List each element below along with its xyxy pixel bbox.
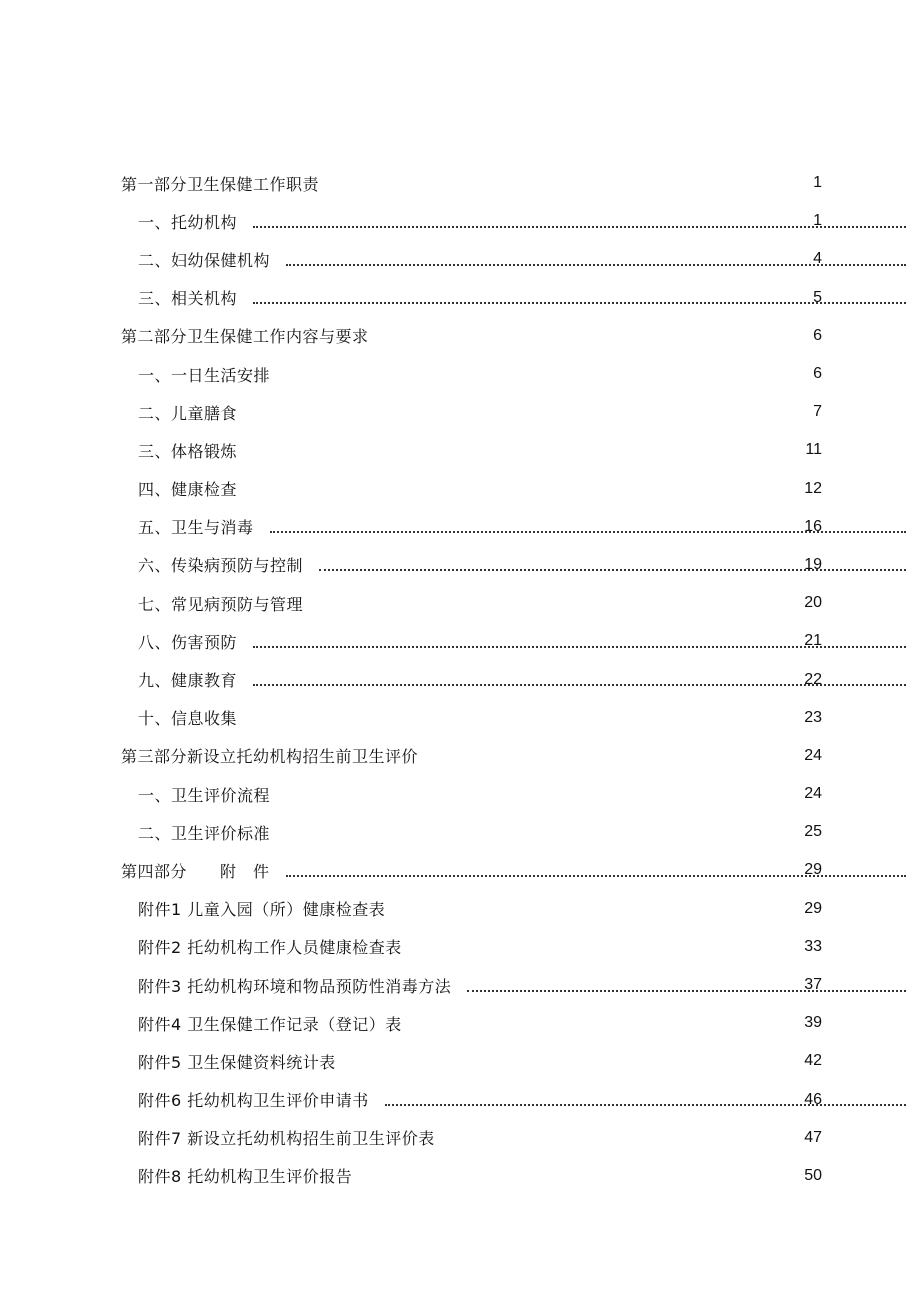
toc-entry-title: 四、健康检查 [138,480,238,500]
toc-section-entry[interactable] [0,279,920,317]
toc-entry-title: 附件7 新设立托幼机构招生前卫生评价表 [138,1129,435,1149]
toc-section-entry[interactable] [0,470,920,508]
toc-section-entry[interactable] [0,890,920,928]
toc-section-entry[interactable] [0,1081,920,1119]
toc-entry-title: 二、妇幼保健机构 [138,250,271,270]
toc-page-number: 25 [804,823,822,841]
toc-page-number: 22 [804,670,822,688]
toc-section-entry[interactable] [0,813,920,851]
toc-entry-title: 附件2 托幼机构工作人员健康检查表 [138,938,402,958]
toc-entry-title: 三、体格锻炼 [138,441,238,461]
toc-section-entry[interactable] [0,622,920,660]
toc-page-number: 33 [804,937,822,955]
toc-page-number: 7 [813,403,822,421]
toc-page-number: 50 [804,1166,822,1184]
toc-page-number: 1 [813,212,822,230]
toc-section-entry[interactable] [0,1157,920,1195]
toc-entry-title: 附件3 托幼机构环境和物品预防性消毒方法 [138,976,452,996]
toc-page-number: 46 [804,1090,822,1108]
toc-page-number: 4 [813,250,822,268]
toc-entry-title: 第一部分卫生保健工作职责 [121,174,320,194]
toc-entry-title: 一、卫生评价流程 [138,785,271,805]
dot-leader [253,301,906,304]
toc-entry-title: 一、一日生活安排 [138,365,271,385]
toc-part-entry[interactable] [0,851,920,889]
toc-page-number: 24 [804,746,822,764]
toc-page-number: 23 [804,708,822,726]
toc-part-entry[interactable] [0,737,920,775]
toc-entry-title: 第三部分新设立托幼机构招生前卫生评价 [121,747,419,767]
toc-section-entry[interactable] [0,775,920,813]
toc-section-entry[interactable] [0,202,920,240]
toc-section-entry[interactable] [0,1004,920,1042]
toc-section-entry[interactable] [0,928,920,966]
toc-page-number: 19 [804,555,822,573]
toc-entry-title: 六、传染病预防与控制 [138,556,304,576]
toc-entry-title: 二、卫生评价标准 [138,823,271,843]
toc-page-number: 6 [813,365,822,383]
toc-part-entry[interactable] [0,317,920,355]
toc-entry-title: 附件4 卫生保健工作记录（登记）表 [138,1014,402,1034]
toc-section-entry[interactable] [0,1119,920,1157]
toc-entry-title: 附件6 托幼机构卫生评价申请书 [138,1091,369,1111]
toc-page-number: 39 [804,1014,822,1032]
dot-leader [253,225,906,228]
toc-section-entry[interactable] [0,660,920,698]
toc-page-number: 24 [804,785,822,803]
toc-entry-title: 七、常见病预防与管理 [138,594,304,614]
toc-entry-title: 十、信息收集 [138,709,238,729]
toc-page-number: 1 [813,174,822,192]
toc-page-number: 11 [805,441,822,459]
toc-section-entry[interactable] [0,431,920,469]
toc-entry-title: 八、伤害预防 [138,632,238,652]
toc-entry-title: 一、托幼机构 [138,212,238,232]
toc-entry-title: 九、健康教育 [138,671,238,691]
toc-section-entry[interactable] [0,966,920,1004]
toc-section-entry[interactable] [0,355,920,393]
toc-page-number: 20 [804,594,822,612]
toc-page-number: 12 [804,479,822,497]
toc-page-number: 37 [804,976,822,994]
toc-entry-title: 第四部分 附 件 [121,861,270,881]
toc-section-entry[interactable] [0,240,920,278]
toc-entry-title: 二、儿童膳食 [138,403,238,423]
toc-page-number: 6 [813,326,822,344]
table-of-contents [0,164,920,1195]
toc-entry-title: 附件8 托幼机构卫生评价报告 [138,1167,353,1187]
toc-page-number: 21 [804,632,822,650]
toc-page-number: 29 [804,899,822,917]
toc-page-number: 29 [804,861,822,879]
toc-entry-title: 附件5 卫生保健资料统计表 [138,1052,336,1072]
toc-page-number: 16 [804,517,822,535]
toc-section-entry[interactable] [0,546,920,584]
toc-entry-title: 五、卫生与消毒 [138,518,254,538]
toc-entry-title: 附件1 儿童入园（所）健康检查表 [138,900,386,920]
toc-page-number: 5 [813,288,822,306]
toc-entry-title: 第二部分卫生保健工作内容与要求 [121,327,369,347]
toc-section-entry[interactable] [0,584,920,622]
toc-page-number: 42 [804,1052,822,1070]
toc-page-number: 47 [804,1128,822,1146]
toc-section-entry[interactable] [0,508,920,546]
dot-leader [467,989,906,992]
toc-entry-title: 三、相关机构 [138,289,238,309]
dot-leader [385,1103,906,1106]
toc-section-entry[interactable] [0,699,920,737]
toc-part-entry[interactable] [0,164,920,202]
toc-section-entry[interactable] [0,393,920,431]
toc-section-entry[interactable] [0,1042,920,1080]
